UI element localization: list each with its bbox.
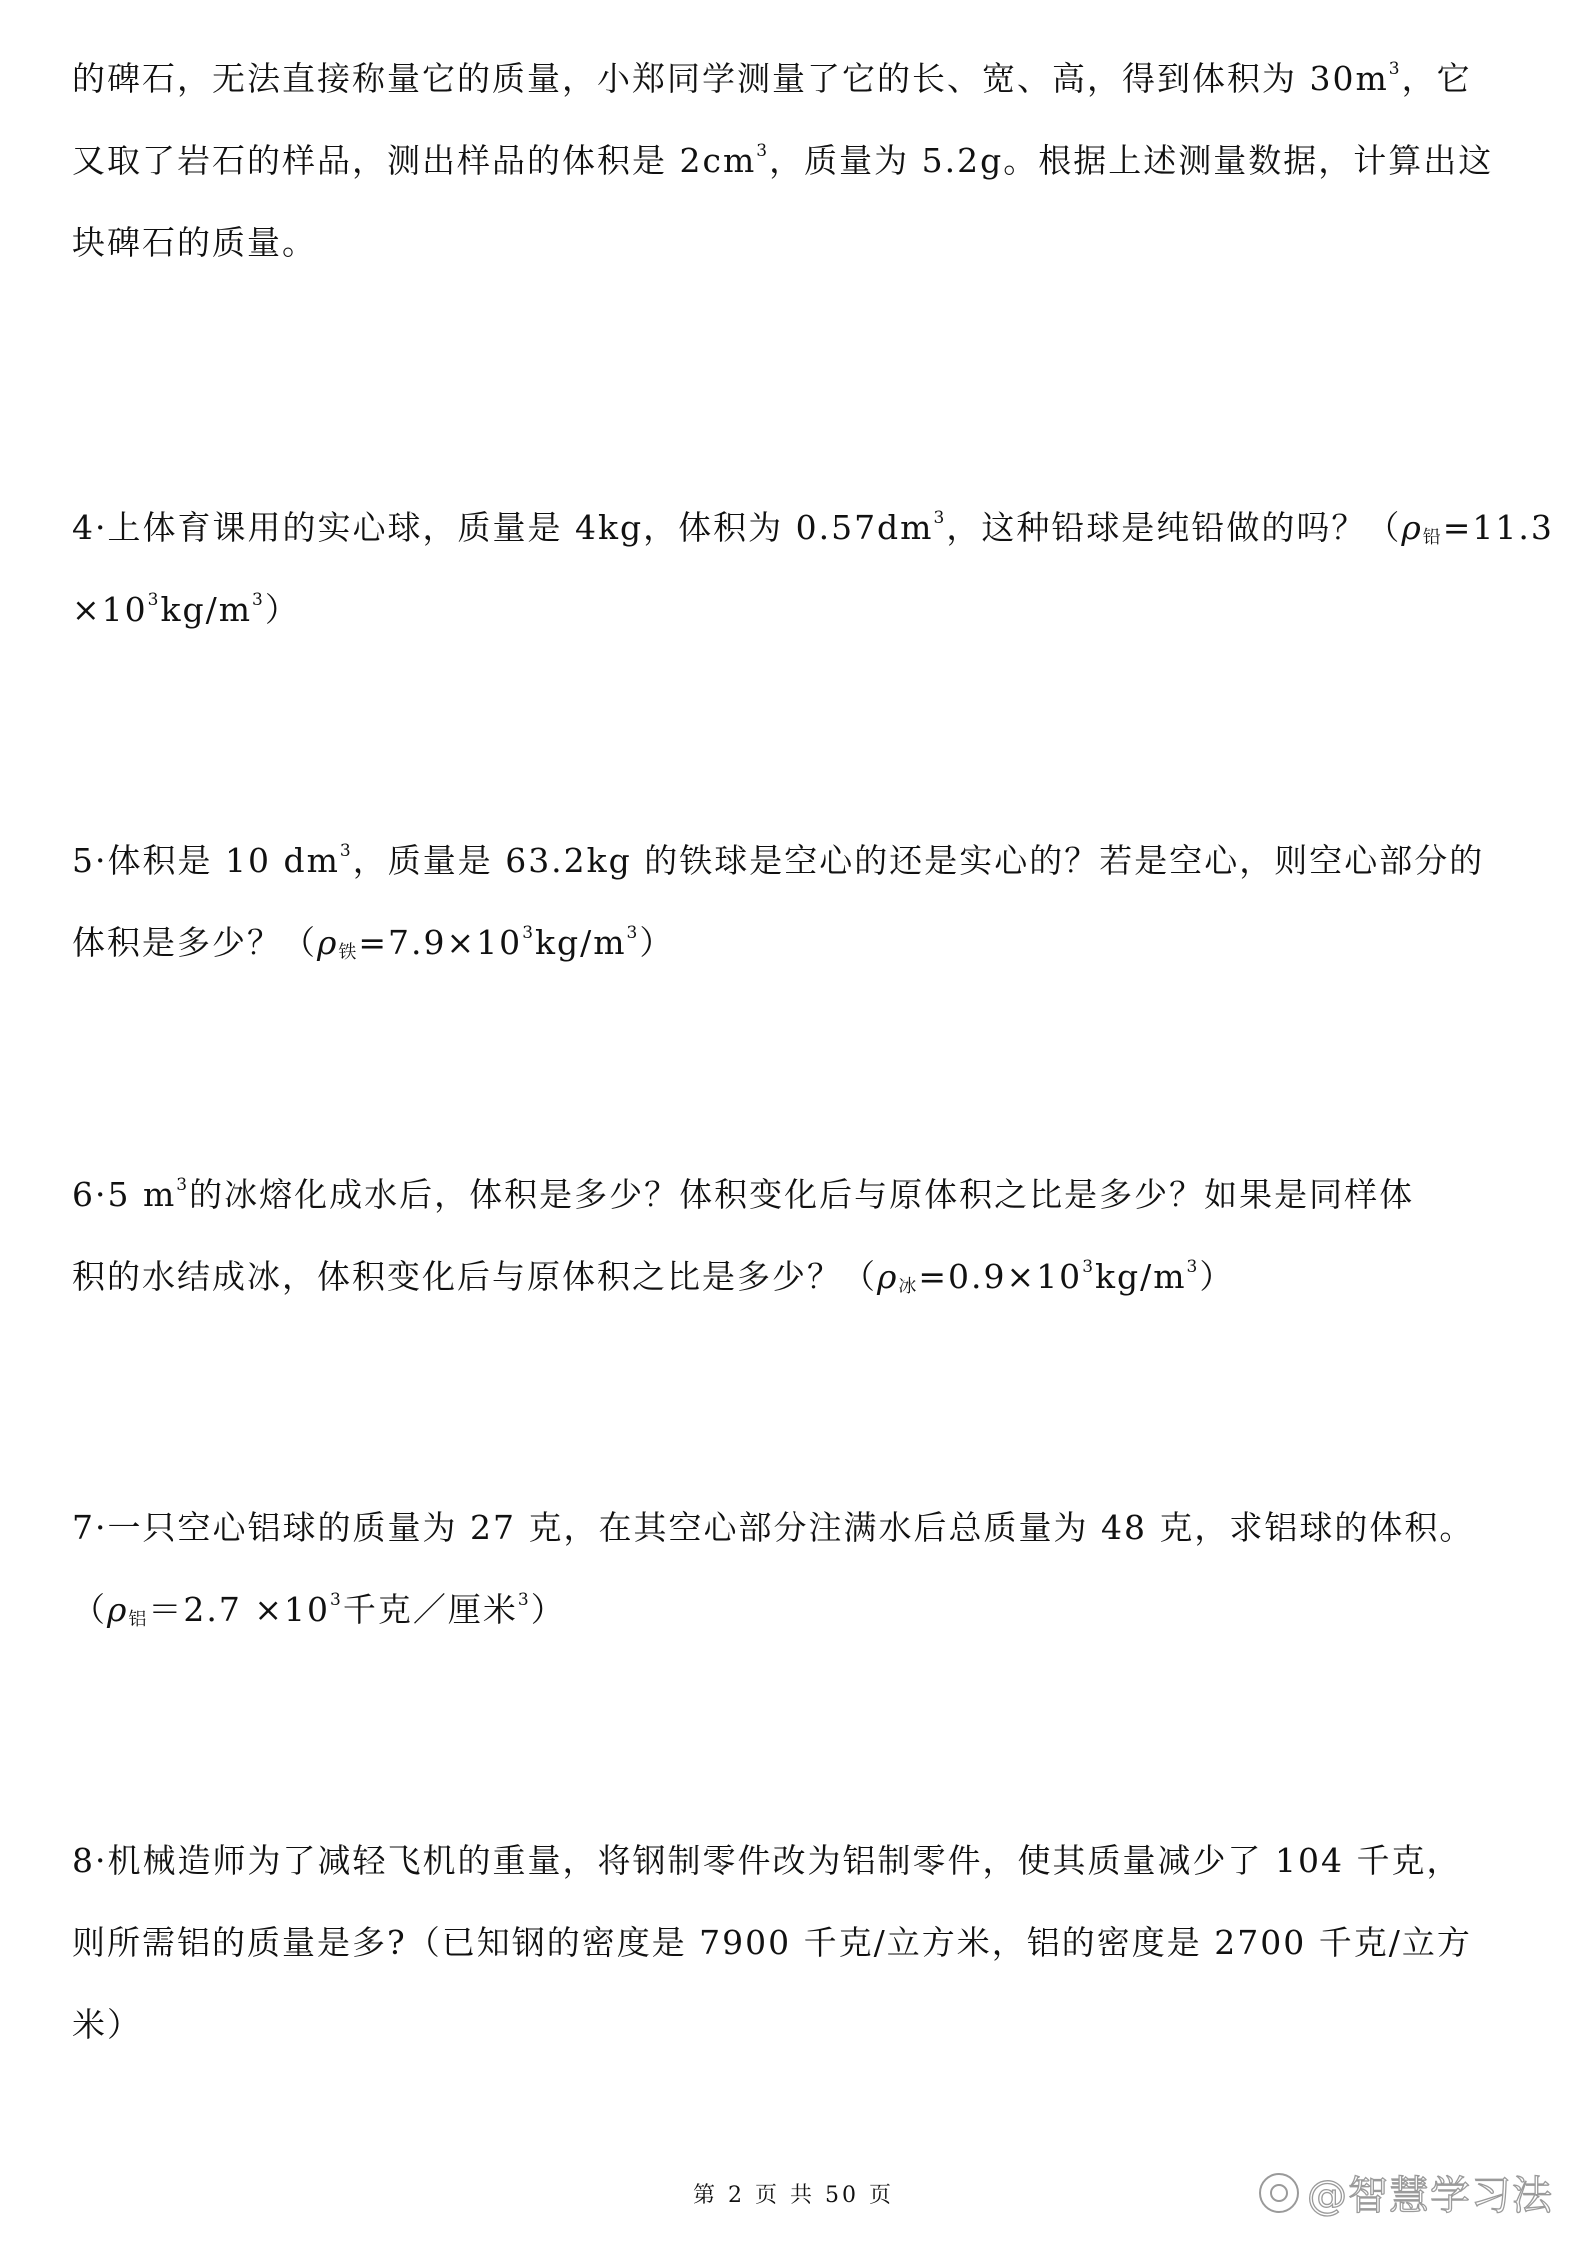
q6-line-1: 6·5 $m^3$的冰熔化成水后，体积是多少？体积变化后与原体积之比是多少？如果是同样体 [72, 1175, 1415, 1214]
q8-line-2: 则所需铝的质量是多?（已知钢的密度是 7900 千克/立方米，铝的密度是 2700 千克/立方 [72, 1923, 1472, 1962]
rho-symbol: ρ [317, 923, 339, 962]
question-7 [72, 1487, 1532, 1651]
page-number-footer: 第 2 页 共 50 页 [693, 2183, 894, 2208]
q3-line-2: 又取了岩石的样品，测出样品的体积是 $2cm^3$，质量为 5.2g。根据上述测量数据，计算出这 [72, 141, 1494, 180]
q6-line-2: 积的水结成冰，体积变化后与原体积之比是多少？$(\rho_冰=0.9\times 10^3kg/m^3)$ [72, 1257, 1235, 1297]
rho-symbol: ρ [1401, 508, 1423, 547]
watermark-text: @智慧学习法 [1307, 2173, 1553, 2219]
q4-line-1: 4·上体育课用的实心球，质量是 4kg，体积为 $0.57dm^3$，这种铅球是纯铅做的吗？（$\rho_铅=11.3$ [72, 508, 1554, 548]
question-8 [72, 1820, 1532, 2066]
watermark [1259, 2164, 1553, 2221]
q3-line-3: 块碑石的质量。 [72, 223, 317, 262]
question-4 [72, 487, 1554, 651]
q8-line-1: 8·机械造师为了减轻飞机的重量，将钢制零件改为铝制零件，使其质量减少了 104 千克， [72, 1841, 1462, 1880]
q3-line-1: 的碑石，无法直接称量它的质量，小郑同学测量了它的长、宽、高，得到体积为 $30m^3$，它 [72, 59, 1472, 98]
question-6 [72, 1154, 1532, 1318]
watermark-logo-icon [1259, 2173, 1299, 2213]
q5-line-1: 5·体积是 10 $dm^3$，质量是 63.2kg 的铁球是空心的还是实心的？若是空心，则空心部分的 [72, 841, 1485, 880]
q8-line-3: 米） [72, 2005, 142, 2044]
rho-symbol: ρ [877, 1257, 899, 1296]
q5-line-2: 体积是多少？$(\rho_铁=7.9\times 10^3kg/m^3)$ [72, 923, 675, 963]
q7-line-2: （$\rho_铝=2.7 \times 10^3$千克／厘米$^3$） [72, 1590, 566, 1630]
rho-symbol: ρ [107, 1590, 129, 1629]
question-5 [72, 820, 1532, 984]
question-3-continuation [72, 38, 1532, 284]
q4-line-2: $\times 10^3kg/m^3$） [72, 590, 300, 629]
q7-line-1: 7·一只空心铝球的质量为 27 克，在其空心部分注满水后总质量为 48 克，求铝球的体积。 [72, 1508, 1475, 1547]
